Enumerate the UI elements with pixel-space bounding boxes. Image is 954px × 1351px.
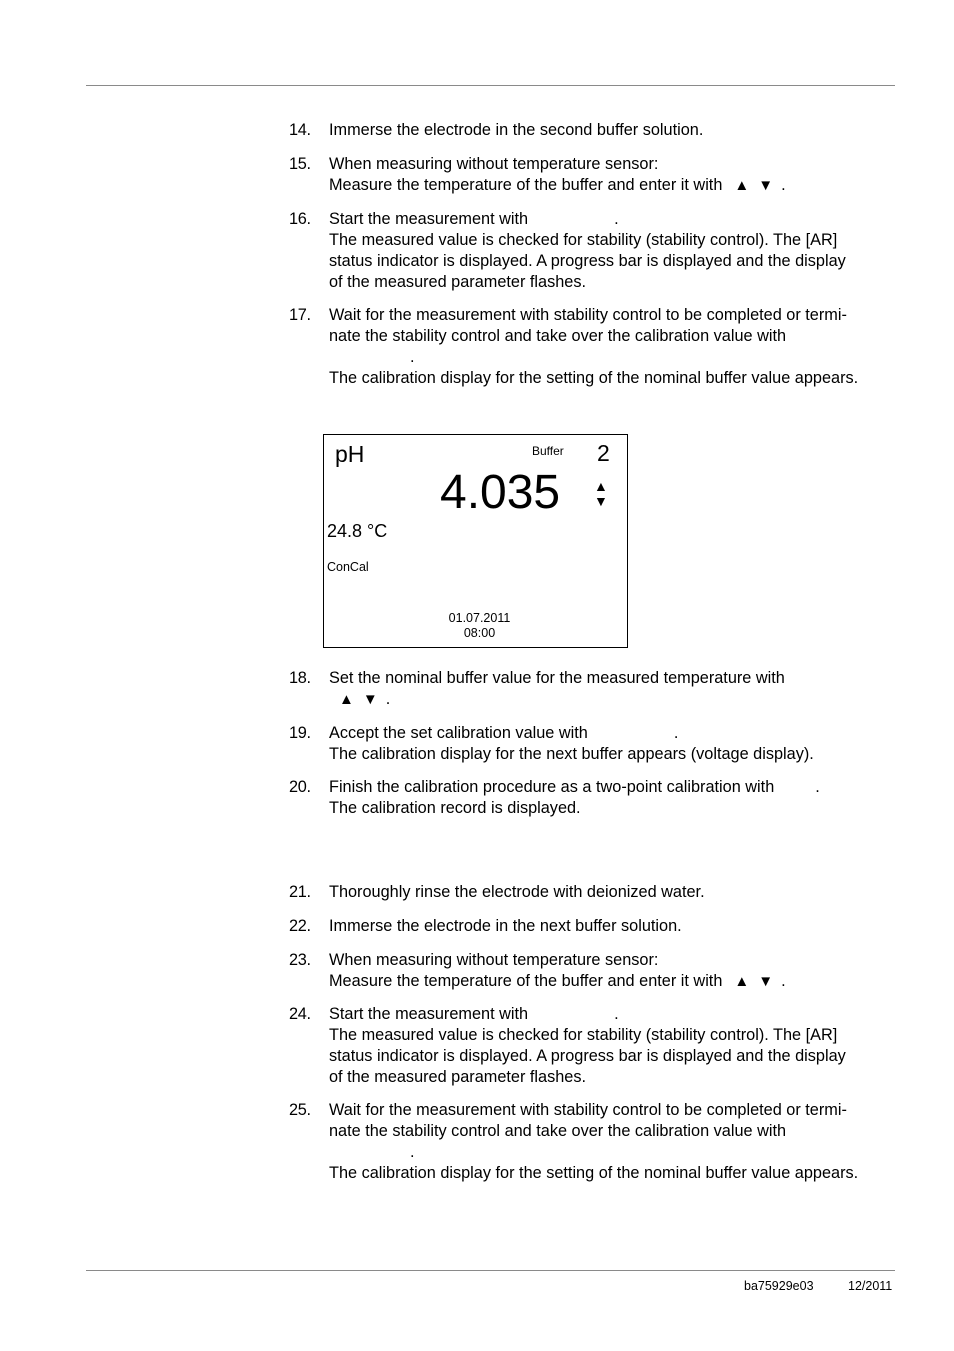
up-arrow-icon: ▲	[339, 691, 354, 708]
display-time: 08:00	[463, 626, 496, 640]
step-text: Measure the temperature of the buffer and enter it with	[329, 176, 723, 194]
display-adjust-arrows	[594, 479, 608, 509]
down-arrow-icon: ▼	[758, 177, 774, 194]
period: .	[410, 348, 415, 366]
step-text: of the measured parameter flashes.	[329, 1068, 587, 1086]
step-text: The calibration display for the setting of the nominal buffer value appears.	[329, 1164, 859, 1182]
step-text: When measuring without temperature sensor:	[329, 951, 659, 969]
step-text: status indicator is displayed. A progress bar is displayed and the display	[329, 252, 846, 270]
step-text: Immerse the electrode in the second buffer solution.	[329, 121, 704, 139]
step-number: 25.	[289, 1101, 311, 1119]
down-arrow-icon: ▼	[758, 973, 774, 990]
step-text: The measured value is checked for stability (stability control). The [AR]	[329, 231, 838, 249]
step-number: 23.	[289, 951, 311, 969]
step-text: Thoroughly rinse the electrode with deionized water.	[329, 883, 705, 901]
step-text: The calibration display for the setting of the nominal buffer value appears.	[329, 369, 859, 387]
period: .	[781, 972, 786, 990]
up-arrow-icon: ▲	[734, 177, 750, 194]
step-number: 20.	[289, 778, 311, 796]
period: .	[815, 778, 820, 796]
step-text: When measuring without temperature sensor:	[329, 155, 659, 173]
step-text: Start the measurement with	[329, 1005, 529, 1023]
step-text: Accept the set calibration value with	[329, 724, 588, 742]
step-number: 19.	[289, 724, 311, 742]
step-number: 16.	[289, 210, 311, 228]
up-arrow-icon: ▲	[594, 478, 608, 494]
step-number: 15.	[289, 155, 311, 173]
step-number: 17.	[289, 306, 311, 324]
step-text: Finish the calibration procedure as a two-point calibration with	[329, 778, 775, 796]
step-text: The calibration display for the next buffer appears (voltage display).	[329, 745, 814, 763]
period: .	[385, 690, 391, 708]
step-number: 24.	[289, 1005, 311, 1023]
display-value: 4.035	[440, 466, 561, 519]
step-number: 14.	[289, 121, 311, 139]
period: .	[673, 724, 679, 742]
display-date: 01.07.2011	[448, 611, 511, 625]
step-text: nate the stability control and take over the calibration value with	[329, 327, 787, 345]
step-text: The measured value is checked for stability (stability control). The [AR]	[329, 1026, 838, 1044]
header-rule	[86, 85, 895, 86]
period: .	[614, 1005, 619, 1023]
footer-date: 12/2011	[848, 1279, 893, 1293]
meter-display	[323, 434, 628, 648]
period: .	[781, 176, 786, 194]
display-buffer-label: Buffer	[532, 444, 564, 458]
display-parameter: pH	[335, 441, 365, 467]
step-text: status indicator is displayed. A progress bar is displayed and the display	[329, 1047, 846, 1065]
step-text: nate the stability control and take over the calibration value with	[329, 1122, 787, 1140]
footer-rule	[86, 1270, 895, 1271]
step-number: 22.	[289, 917, 311, 935]
step-text: Measure the temperature of the buffer and enter it with	[329, 972, 723, 990]
period: .	[410, 1143, 415, 1161]
step-number: 21.	[289, 883, 311, 901]
step-text: The calibration record is displayed.	[329, 799, 581, 817]
display-temperature: 24.8 °C	[327, 521, 388, 541]
step-text: of the measured parameter flashes.	[329, 273, 587, 291]
step-text: Wait for the measurement with stability control to be completed or termi-	[329, 306, 847, 324]
down-arrow-icon: ▼	[362, 691, 378, 708]
footer-doc-id: ba75929e03	[744, 1279, 814, 1293]
step-text: Immerse the electrode in the next buffer solution.	[329, 917, 682, 935]
step-text: Set the nominal buffer value for the measured temperature with	[329, 669, 785, 687]
down-arrow-icon: ▼	[594, 493, 608, 509]
up-arrow-icon: ▲	[734, 973, 750, 990]
step-number: 18.	[289, 669, 311, 687]
display-calibration-mode: ConCal	[327, 560, 369, 574]
display-datetime	[324, 611, 635, 641]
step-text: Wait for the measurement with stability control to be completed or termi-	[329, 1101, 847, 1119]
display-buffer-number: 2	[597, 440, 610, 466]
period: .	[614, 210, 619, 228]
step-text: Start the measurement with	[329, 210, 529, 228]
